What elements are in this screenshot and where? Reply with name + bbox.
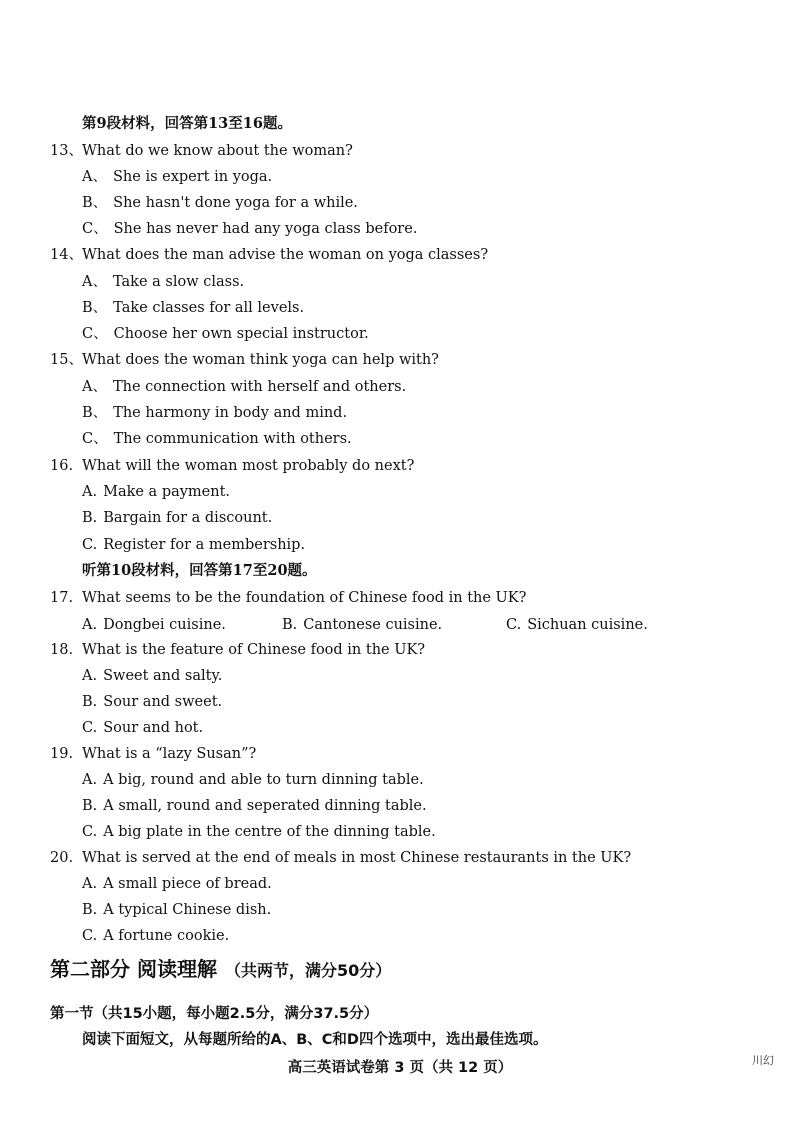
margin-mark: 川幻 bbox=[752, 1054, 774, 1067]
page-footer: 高三英语试卷第 3 页（共 12 页） bbox=[287, 1060, 513, 1076]
section-1-heading: 第一节（共15小题，每小题2.5分，满分37.5分） bbox=[50, 1006, 379, 1022]
option-17-b: B. Cantonese cuisine. bbox=[282, 617, 443, 633]
part-2-note: （共两节，满分50分） bbox=[224, 961, 392, 980]
part-2-title: 第二部分 阅读理解 （共两节，满分50分） bbox=[50, 957, 392, 981]
option-17-a: A. Dongbei cuisine. bbox=[82, 617, 226, 633]
option-17-c: C. Sichuan cuisine. bbox=[506, 617, 648, 633]
reading-instruction: 阅读下面短文，从每题所给的A、B、C和D四个选项中，选出最佳选项。 bbox=[82, 1032, 548, 1048]
